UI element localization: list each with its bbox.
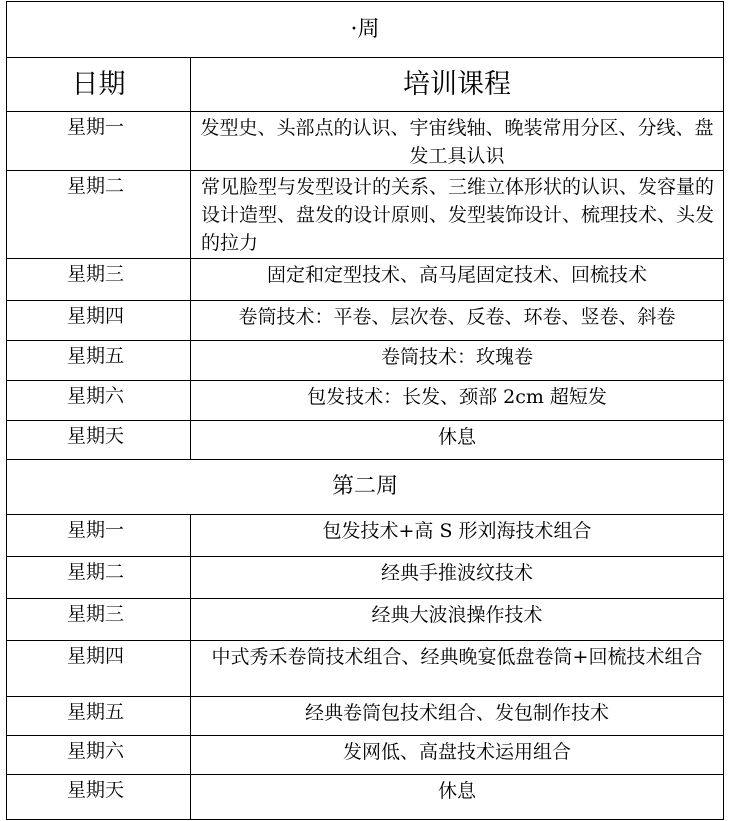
table-row: [7, 557, 724, 599]
course-cell: 包发技术+高 S 形刘海技术组合: [191, 515, 724, 557]
course-cell: 休息: [191, 775, 724, 820]
day-cell: 星期四: [7, 301, 191, 341]
course-cell: 常见脸型与发型设计的关系、三维立体形状的认识、发容量的设计造型、盘发的设计原则、发型装饰设计、梳理技术、头发的拉力: [191, 171, 724, 259]
table-row: [7, 697, 724, 736]
table-row: [7, 736, 724, 775]
course-cell: 经典手推波纹技术: [191, 557, 724, 599]
table-row: [7, 341, 724, 381]
course-cell: 卷筒技术：平卷、层次卷、反卷、环卷、竖卷、斜卷: [191, 301, 724, 341]
table-row: [7, 259, 724, 301]
table-row: [7, 599, 724, 641]
day-cell: 星期五: [7, 341, 191, 381]
course-cell: 发型史、头部点的认识、宇宙线轴、晚装常用分区、分线、盘发工具认识: [191, 112, 724, 171]
course-cell: 包发技术：长发、颈部 2cm 超短发: [191, 381, 724, 421]
table-row: [7, 112, 724, 171]
table-row: [7, 775, 724, 820]
course-cell: 发网低、高盘技术运用组合: [191, 736, 724, 775]
day-cell: 星期四: [7, 641, 191, 697]
day-cell: 星期二: [7, 171, 191, 259]
course-cell: 经典大波浪操作技术: [191, 599, 724, 641]
course-cell: 固定和定型技术、高马尾固定技术、回梳技术: [191, 259, 724, 301]
training-schedule-table: [6, 1, 724, 820]
day-cell: 星期二: [7, 557, 191, 599]
table-row: [7, 301, 724, 341]
course-cell: 卷筒技术：玫瑰卷: [191, 341, 724, 381]
course-cell: 休息: [191, 421, 724, 460]
day-cell: 星期三: [7, 259, 191, 301]
table-row: [7, 171, 724, 259]
day-cell: 星期天: [7, 775, 191, 820]
course-cell: 中式秀禾卷筒技术组合、经典晚宴低盘卷筒+回梳技术组合: [191, 641, 724, 697]
table-row: [7, 381, 724, 421]
day-cell: 星期六: [7, 736, 191, 775]
table-row: [7, 641, 724, 697]
course-column-header: 培训课程: [191, 58, 724, 112]
week2-title-row: [7, 460, 724, 515]
date-column-header: 日期: [7, 58, 191, 112]
day-cell: 星期三: [7, 599, 191, 641]
week2-title: 第二周: [7, 460, 724, 515]
day-cell: 星期五: [7, 697, 191, 736]
day-cell: 星期一: [7, 112, 191, 171]
table-row: [7, 421, 724, 460]
week1-title-row: [7, 2, 724, 58]
table-row: [7, 515, 724, 557]
course-cell: 经典卷筒包技术组合、发包制作技术: [191, 697, 724, 736]
day-cell: 星期六: [7, 381, 191, 421]
day-cell: 星期天: [7, 421, 191, 460]
week1-title: ·周: [7, 2, 724, 58]
table-header-row: [7, 58, 724, 112]
day-cell: 星期一: [7, 515, 191, 557]
